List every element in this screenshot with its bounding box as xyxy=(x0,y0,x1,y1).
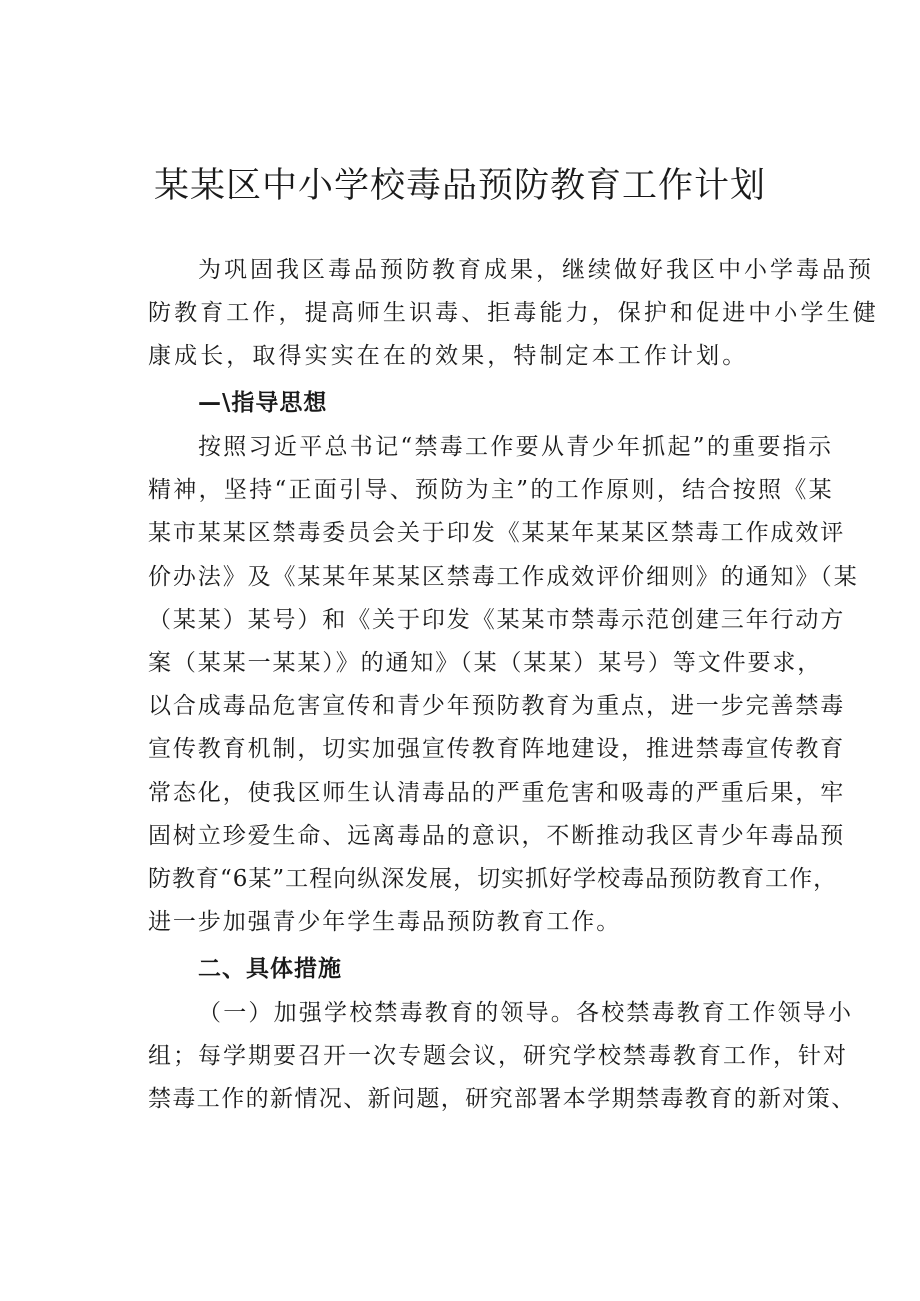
section-heading-guiding-ideology: —\指导思想 xyxy=(198,390,328,416)
intro-line: 为巩固我区毒品预防教育成果，继续做好我区中小学毒品预 xyxy=(198,257,874,283)
document-title: 某某区中小学校毒品预防教育工作计划 xyxy=(153,166,766,206)
section1-line: 防教育“6某”工程向纵深发展，切实抓好学校毒品预防教育工作， xyxy=(148,866,838,892)
section1-line: 以合成毒品危害宣传和青少年预防教育为重点，进一步完善禁毒 xyxy=(148,693,846,719)
section1-line: 案（某某一某某）》的通知》（某（某某）某号）等文件要求， xyxy=(148,650,823,676)
section1-line: 宣传教育机制，切实加强宣传教育阵地建设，推进禁毒宣传教育 xyxy=(148,736,846,762)
section2-line: 禁毒工作的新情况、新问题，研究部署本学期禁毒教育的新对策、 xyxy=(148,1086,856,1112)
section2-line: （一）加强学校禁毒教育的领导。各校禁毒教育工作领导小 xyxy=(198,1000,854,1026)
intro-line: 防教育工作，提高师生识毒、拒毒能力，保护和促进中小学生健 xyxy=(148,300,879,326)
section1-line: 价办法》及《某某年某某区禁毒工作成效评价细则》的通知》（某 xyxy=(148,564,859,590)
intro-line: 康成长，取得实实在在的效果，特制定本工作计划。 xyxy=(148,343,749,369)
section-heading-specific-measures: 二、具体措施 xyxy=(198,956,342,982)
section1-line: 常态化，使我区师生认清毒品的严重危害和吸毒的严重后果，牢 xyxy=(148,780,846,806)
section1-line: 进一步加强青少年学生毒品预防教育工作。 xyxy=(148,909,622,935)
section1-line: 按照习近平总书记“禁毒工作要从青少年抓起”的重要指示 xyxy=(198,434,834,460)
section2-line: 组；每学期要召开一次专题会议，研究学校禁毒教育工作，针对 xyxy=(148,1043,848,1069)
section1-line: 精神，坚持“正面引导、预防为主”的工作原则，结合按照《某 xyxy=(148,477,834,503)
section1-line: 某市某某区禁毒委员会关于印发《某某年某某区禁毒工作成效评 xyxy=(148,520,846,546)
section1-line: 固树立珍爱生命、远离毒品的意识，不断推动我区青少年毒品预 xyxy=(148,823,846,849)
section1-line: （某某）某号）和《关于印发《某某市禁毒示范创建三年行动方 xyxy=(148,607,846,633)
